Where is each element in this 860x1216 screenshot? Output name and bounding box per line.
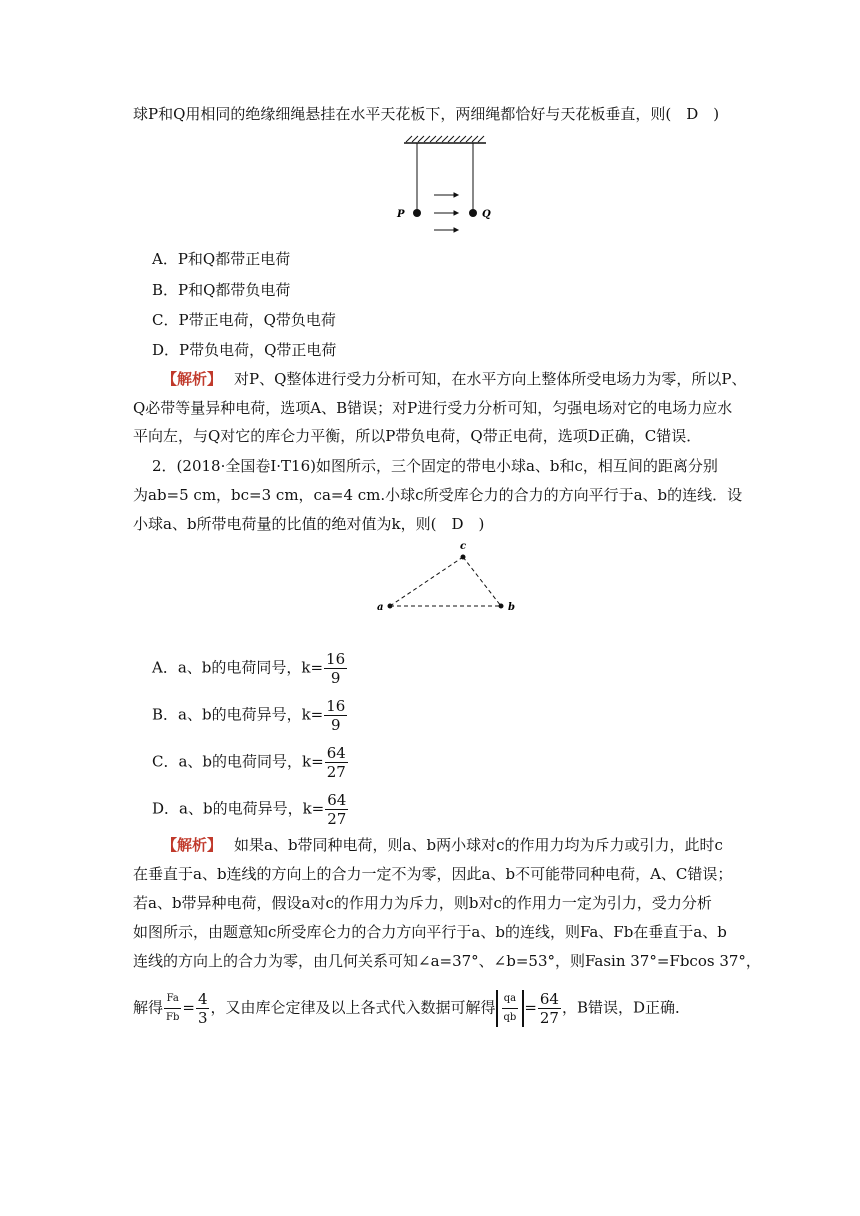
q2-stem-line-3: 小球a、b所带电荷量的比值的绝对值为k，则( D ) — [133, 515, 485, 533]
q1-analysis-line-3: 平向左，与Q对它的库仑力平衡，所以P带负电荷，Q带正电荷，选项D正确，C错误． — [133, 427, 702, 445]
ball-p — [413, 209, 421, 217]
label-c: c — [460, 541, 467, 552]
label-b: b — [508, 602, 515, 613]
q2-analysis-line-6: 解得 $\frac{Fa}{Fb}$ = $\frac{4}{3}$ ，又由库仑定律及以上各式代入数据可解得 $\frac{qa}{qb}$ = $\frac{64}{27}$ ，B错误，D正确． — [133, 990, 691, 1027]
q1-analysis-line-1: 【解析】 对P、Q整体进行受力分析可知，在水平方向上整体所受电场力为零，所以P、 — [162, 370, 747, 388]
q1-stem: 球P和Q用相同的绝缘细绳悬挂在水平天花板下，两细绳都恰好与天花板垂直，则( D ) — [133, 105, 720, 123]
ball-b — [499, 604, 504, 609]
q2-analysis-line-2: 在垂直于a、b连线的方向上的合力一定不为零，因此a、b不可能带同种电荷，A、C错误； — [133, 865, 733, 883]
q1-analysis-tag: 【解析】 — [162, 370, 223, 388]
q2-option-a: A．a、b的电荷同号，k= $\frac{16}{9}$ — [152, 650, 346, 687]
label-a: a — [377, 602, 384, 613]
q2-analysis-tag: 【解析】 — [162, 836, 223, 854]
q2-analysis-line-3: 若a、b带异种电荷，假设a对c的作用力为斥力，则b对c的作用力一定为引力，受力分析 — [133, 894, 712, 912]
q1-option-c: C．P带正电荷，Q带负电荷 — [152, 311, 336, 329]
q2-stem-line-2: 为ab=5 cm，bc=3 cm，ca=4 cm.小球c所受库仑力的合力的方向平行于a、b的连线．设 — [133, 486, 743, 504]
q1-option-a: A．P和Q都带正电荷 — [152, 250, 291, 268]
q1-figure — [390, 135, 500, 235]
ball-a — [388, 604, 393, 609]
q2-analysis-line-4: 如图所示，由题意知c所受库仑力的合力方向平行于a、b的连线，则Fa、Fb在垂直于a、b — [133, 923, 727, 941]
q2-figure — [370, 540, 520, 620]
q1-analysis-line-2: Q必带等量异种电荷，选项A、B错误；对P进行受力分析可知，匀强电场对它的电场力应水 — [133, 399, 733, 417]
q1-option-b: B．P和Q都带负电荷 — [152, 281, 291, 299]
ball-c — [461, 555, 466, 560]
q2-option-c: C．a、b的电荷同号，k= $\frac{64}{27}$ — [152, 744, 346, 781]
label-p: P — [397, 209, 405, 220]
q2-option-b: B．a、b的电荷异号，k= $\frac{16}{9}$ — [152, 697, 346, 734]
q2-option-d: D．a、b的电荷异号，k= $\frac{64}{27}$ — [152, 791, 347, 828]
ball-q — [469, 209, 477, 217]
label-q: Q — [482, 209, 491, 220]
q2-stem-line-1: 2．(2018·全国卷Ⅰ·T16)如图所示，三个固定的带电小球a、b和c，相互间的距离分别 — [152, 457, 718, 475]
q2-analysis-line-5: 连线的方向上的合力为零，由几何关系可知∠a=37°、∠b=53°，则Fasin 37°=Fbcos 37°， — [133, 952, 761, 970]
q1-option-d: D．P带负电荷，Q带正电荷 — [152, 341, 337, 359]
q2-analysis-line-1: 【解析】 如果a、b带同种电荷，则a、b两小球对c的作用力均为斥力或引力，此时c — [162, 836, 723, 854]
